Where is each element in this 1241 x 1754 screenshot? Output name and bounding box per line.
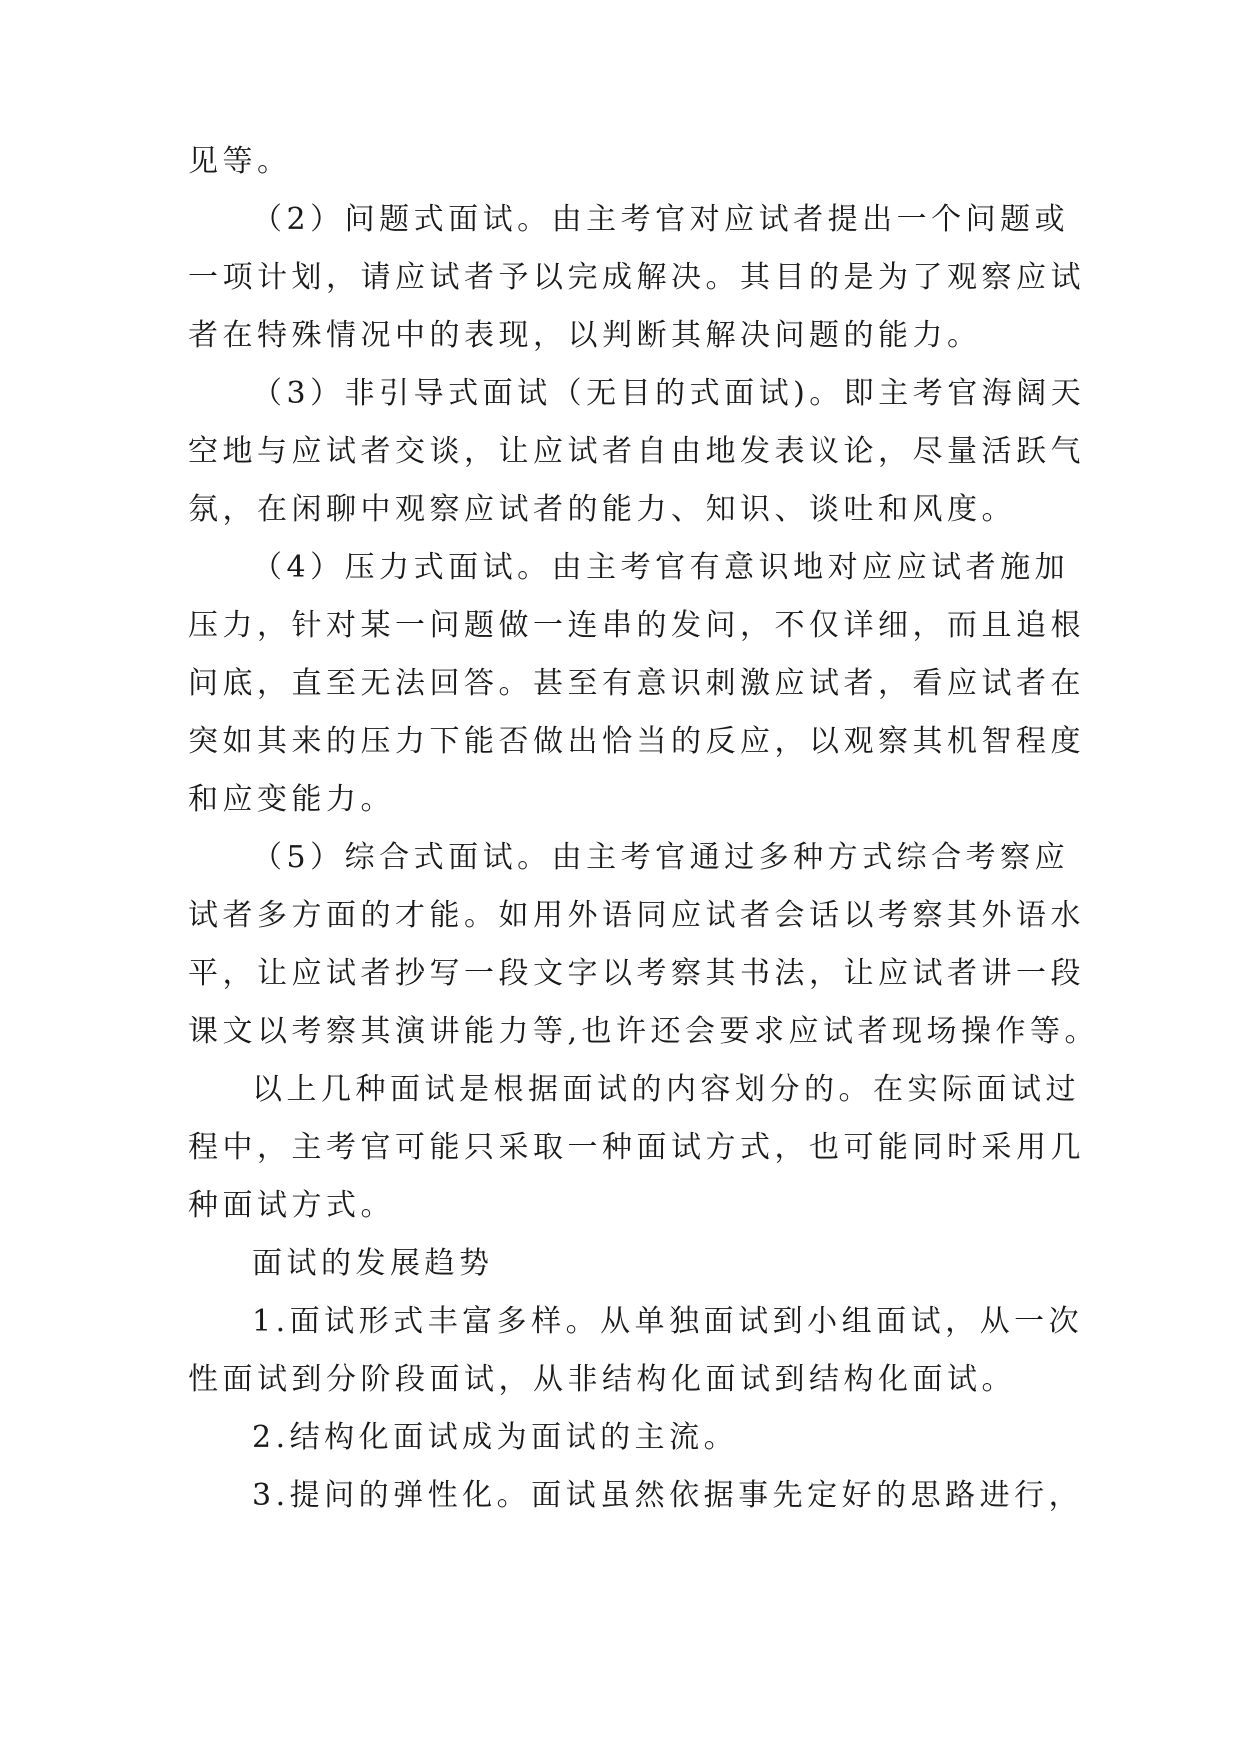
text-line: 试者多方面的才能。如用外语同应试者会话以考察其外语水 <box>188 898 1085 933</box>
text-line: 和应变能力。 <box>188 782 395 817</box>
text-line: （2）问题式面试。由主考官对应试者提出一个问题或 <box>252 202 1070 237</box>
text-line: （3）非引导式面试（无目的式面试)。即主考官海阔天 <box>252 376 1086 411</box>
text-line: 种面试方式。 <box>188 1188 395 1223</box>
text-line: 程中，主考官可能只采取一种面试方式，也可能同时采用几 <box>188 1130 1085 1165</box>
text-line: 3.提问的弹性化。面试虽然依据事先定好的思路进行， <box>252 1478 1084 1513</box>
text-line: 空地与应试者交谈，让应试者自由地发表议论，尽量活跃气 <box>188 434 1085 469</box>
text-line: 2.结构化面试成为面试的主流。 <box>252 1420 739 1455</box>
text-line: 性面试到分阶段面试，从非结构化面试到结构化面试。 <box>188 1362 1016 1397</box>
text-line: 1.面试形式丰富多样。从单独面试到小组面试，从一次 <box>252 1304 1084 1339</box>
text-line: 平，让应试者抄写一段文字以考察其书法，让应试者讲一段 <box>188 956 1085 991</box>
text-line: 见等。 <box>188 144 292 179</box>
text-line: （5）综合式面试。由主考官通过多种方式综合考察应 <box>252 840 1070 875</box>
text-line: 者在特殊情况中的表现，以判断其解决问题的能力。 <box>188 318 982 353</box>
text-line: （4）压力式面试。由主考官有意识地对应应试者施加 <box>252 550 1070 585</box>
section-heading: 面试的发展趋势 <box>252 1246 494 1281</box>
text-line: 问底，直至无法回答。甚至有意识刺激应试者，看应试者在 <box>188 666 1085 701</box>
text-line: 一项计划，请应试者予以完成解决。其目的是为了观察应试 <box>188 260 1085 295</box>
text-line: 突如其来的压力下能否做出恰当的反应，以观察其机智程度 <box>188 724 1085 759</box>
text-line: 课文以考察其演讲能力等,也许还会要求应试者现场操作等。 <box>188 1014 1100 1049</box>
text-line: 氛，在闲聊中观察应试者的能力、知识、谈吐和风度。 <box>188 492 1016 527</box>
text-line: 压力，针对某一问题做一连串的发问，不仅详细，而且追根 <box>188 608 1085 643</box>
text-line: 以上几种面试是根据面试的内容划分的。在实际面试过 <box>252 1072 1080 1107</box>
